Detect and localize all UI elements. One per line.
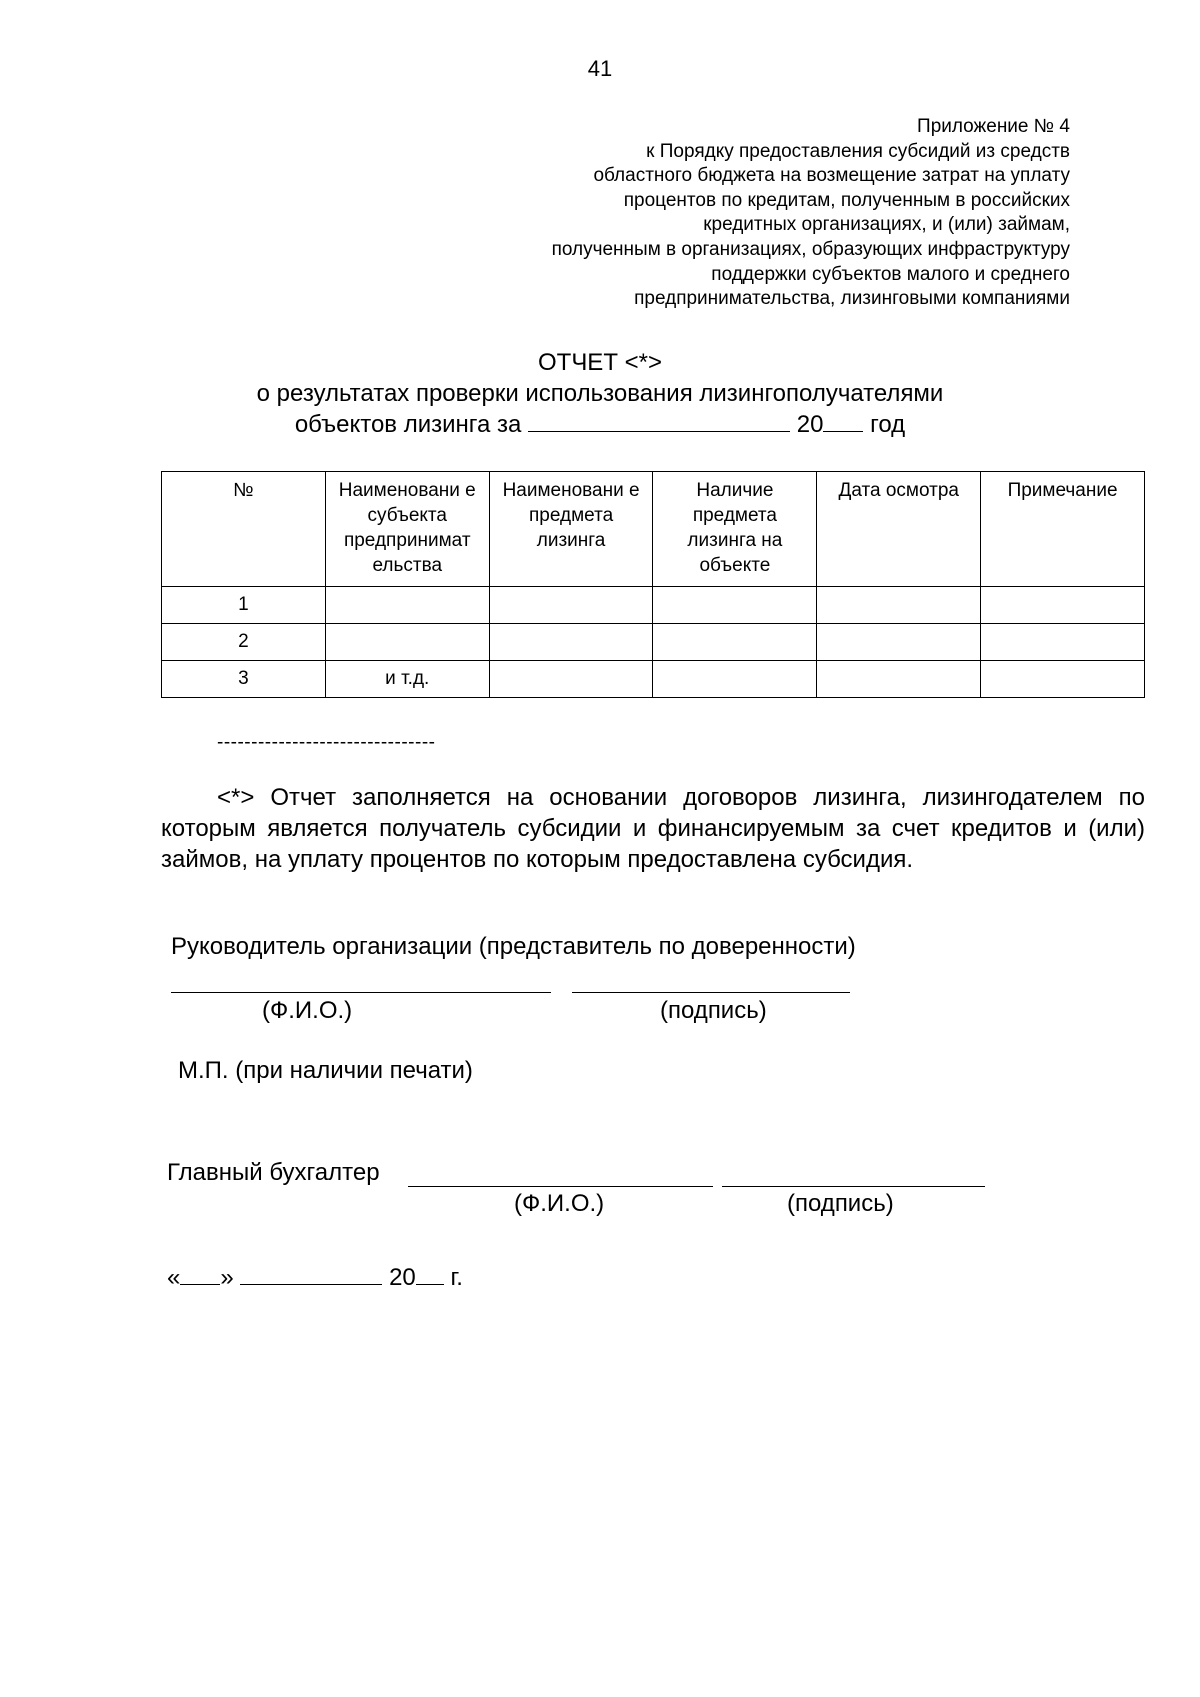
date-year-suffix: г. bbox=[450, 1264, 463, 1291]
table-cell bbox=[325, 587, 489, 624]
header-number: № bbox=[162, 472, 326, 587]
table-cell bbox=[489, 587, 653, 624]
appendix-line: областного бюджета на возмещение затрат на уплату bbox=[593, 165, 1070, 187]
table-cell: 2 bbox=[162, 624, 326, 661]
head-signature-line bbox=[572, 992, 850, 993]
table-cell bbox=[653, 661, 817, 698]
head-fio-caption: (Ф.И.О.) bbox=[262, 997, 353, 1024]
accountant-signature-line bbox=[722, 1186, 985, 1187]
appendix-header bbox=[430, 115, 1070, 312]
table-cell: 1 bbox=[162, 587, 326, 624]
report-title bbox=[0, 347, 1200, 440]
footnote-text: <*> Отчет заполняется на основании договоров лизинга, лизингодателем по которым является получатель субсидии и финансируемым за счет кредитов и (или) займов, на уплату процентов по которым предоставлена субсидия. bbox=[161, 784, 1145, 873]
head-label: Руководитель организации (представитель по доверенности) bbox=[171, 933, 856, 960]
appendix-line: полученным в организациях, образующих инфраструктуру bbox=[551, 238, 1070, 260]
title-line-3 bbox=[0, 409, 1200, 440]
header-note: Примечание bbox=[981, 472, 1145, 587]
date-line bbox=[167, 1262, 463, 1292]
title-year-word: год bbox=[870, 411, 906, 438]
table-cell bbox=[981, 624, 1145, 661]
date-year-prefix: 20 bbox=[389, 1264, 416, 1291]
period-blank-line bbox=[528, 409, 790, 432]
table-row bbox=[162, 624, 1145, 661]
title-line-1: ОТЧЕТ <*> bbox=[537, 349, 663, 376]
table-cell bbox=[817, 661, 981, 698]
header-inspection-date: Дата осмотра bbox=[817, 472, 981, 587]
table-cell: и т.д. bbox=[325, 661, 489, 698]
date-year-blank bbox=[416, 1262, 444, 1285]
accountant-fio-caption: (Ф.И.О.) bbox=[514, 1190, 605, 1217]
table-cell bbox=[489, 624, 653, 661]
table-header-row bbox=[162, 472, 1145, 587]
accountant-signature-caption: (подпись) bbox=[787, 1190, 894, 1217]
title-period-label: объектов лизинга за bbox=[294, 411, 522, 438]
appendix-line: к Порядку предоставления субсидий из средств bbox=[646, 140, 1070, 162]
head-fio-line bbox=[171, 992, 551, 993]
appendix-line: поддержки субъектов малого и среднего bbox=[711, 263, 1070, 285]
appendix-line: Приложение № 4 bbox=[917, 116, 1070, 137]
table-cell: 3 bbox=[162, 661, 326, 698]
year-blank-line bbox=[823, 409, 863, 432]
footnote-separator: -------------------------------- bbox=[217, 732, 436, 753]
table-row bbox=[162, 587, 1145, 624]
table-cell bbox=[653, 624, 817, 661]
header-presence: Наличие предмета лизинга на объекте bbox=[653, 472, 817, 587]
report-table bbox=[161, 471, 1145, 698]
date-open-quote: « bbox=[167, 1264, 181, 1291]
date-day-blank bbox=[180, 1262, 220, 1285]
table-cell bbox=[981, 587, 1145, 624]
table-cell bbox=[653, 587, 817, 624]
table-cell bbox=[981, 661, 1145, 698]
page-number: 41 bbox=[587, 56, 613, 81]
table-cell bbox=[489, 661, 653, 698]
appendix-line: процентов по кредитам, полученным в российских bbox=[623, 189, 1070, 211]
table-cell bbox=[325, 624, 489, 661]
stamp-label: М.П. (при наличии печати) bbox=[178, 1057, 473, 1084]
table-row bbox=[162, 661, 1145, 698]
accountant-fio-line bbox=[408, 1186, 713, 1187]
title-year-prefix: 20 bbox=[796, 411, 824, 438]
accountant-label: Главный бухгалтер bbox=[167, 1159, 380, 1186]
header-subject-name: Наименовани е предмета лизинга bbox=[489, 472, 653, 587]
date-month-blank bbox=[240, 1262, 382, 1285]
appendix-line: кредитных организациях, и (или) займам, bbox=[703, 214, 1070, 236]
title-line-2: о результатах проверки использования лизингополучателями bbox=[256, 380, 944, 407]
appendix-line: предпринимательства, лизинговыми компаниями bbox=[634, 288, 1070, 310]
date-close-quote: » bbox=[220, 1264, 234, 1291]
footnote bbox=[161, 782, 1145, 875]
header-entity-name: Наименовани е субъекта предпринимат ельства bbox=[325, 472, 489, 587]
table-cell bbox=[817, 587, 981, 624]
table-cell bbox=[817, 624, 981, 661]
head-signature-caption: (подпись) bbox=[660, 997, 767, 1024]
